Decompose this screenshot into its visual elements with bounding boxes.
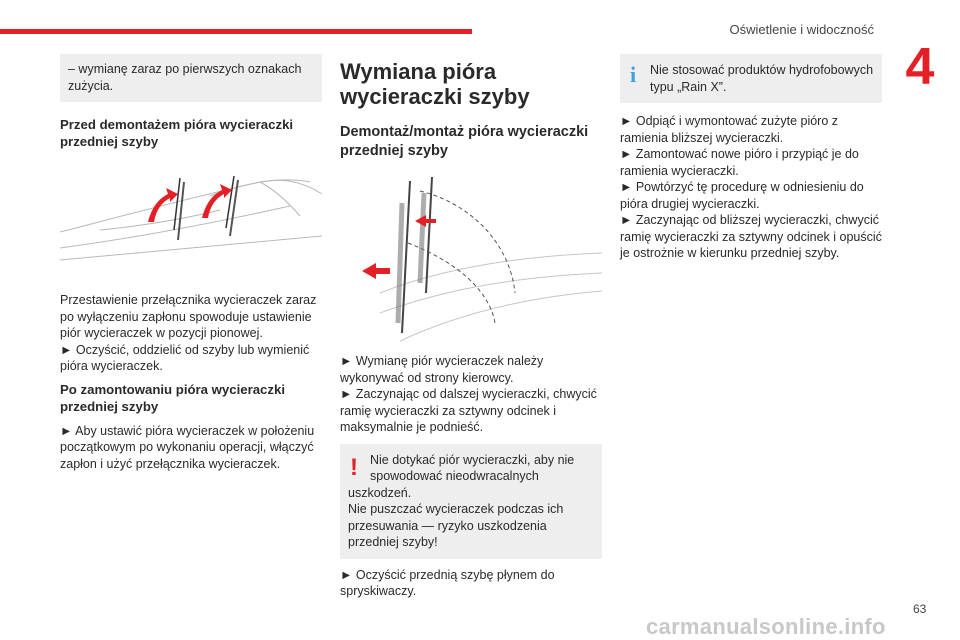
warning-line-3: uszkodzeń. xyxy=(348,485,412,500)
section-heading: Wymiana pióra wycieraczki szyby xyxy=(340,59,530,109)
wiper-blade-removal-illustration xyxy=(340,173,602,343)
column-left xyxy=(60,54,322,472)
warning-line-4: Nie puszczać wycieraczek podczas ich przesuwania — ryzyko uszkodzenia przedniej szyby! xyxy=(348,502,564,549)
wipers-upright-illustration xyxy=(60,160,322,278)
warning-exclamation-icon: ! xyxy=(350,453,358,481)
column-middle xyxy=(340,54,602,600)
chapter-number: 4 xyxy=(905,38,935,96)
step-unclip-old-blade: ► Odpiąć i wymontować zużyte pióro z ramienia bliższej wycieraczki. xyxy=(620,114,839,145)
warning-line-1: Nie dotykać piór wycieraczki, aby nie xyxy=(370,452,575,467)
subsection-heading: Demontaż/montaż pióra wycieraczki przedniej szyby xyxy=(340,124,589,159)
step-driver-side: ► Wymianę piór wycieraczek należy wykonywać od strony kierowcy. xyxy=(340,354,544,385)
info-icon: i xyxy=(630,62,637,87)
before-removal-text: Przestawienie przełącznika wycieraczek zaraz po wyłączeniu zapłonu spowoduje ustawienie piór wycieraczek w pozycji pionowej. xyxy=(60,293,317,340)
step-lower-wiper: ► Zaczynając od bliższej wycieraczki, chwycić ramię wycieraczki za sztywny odcinek i opuścić je ostrożnie w kierunku przedniej szyby. xyxy=(620,213,882,260)
before-removal-heading: Przed demontażem pióra wycieraczki przedniej szyby xyxy=(60,117,294,149)
note-box xyxy=(60,54,322,102)
note-text: – wymianę zaraz po pierwszych oznakach zużycia. xyxy=(68,62,302,93)
step-clean-windscreen: ► Oczyścić przednią szybę płynem do spryskiwaczy. xyxy=(340,567,555,598)
warning-box xyxy=(340,444,602,559)
info-text: Nie stosować produktów hydrofobowych typu „Rain X”. xyxy=(650,63,874,94)
before-removal-step: ► Oczyścić, oddzielić od szyby lub wymienić pióra wycieraczek. xyxy=(60,342,310,373)
step-fit-new-blade: ► Zamontować nowe pióro i przypiąć je do ramienia wycieraczki. xyxy=(620,147,859,178)
step-lift-far-wiper: ► Zaczynając od dalszej wycieraczki, chwycić ramię wycieraczki za sztywny odcinek i maksymalnie je podnieść. xyxy=(340,387,597,434)
page-number: 63 xyxy=(913,602,927,616)
info-box xyxy=(620,54,882,103)
after-install-heading: Po zamontowaniu pióra wycieraczki przedniej szyby xyxy=(60,381,285,414)
watermark: carmanualsonline.info xyxy=(646,614,886,639)
after-install-step: ► Aby ustawić pióra wycieraczek w położeniu początkowym po wykonaniu operacji, włączyć zapłon i użyć przełącznika wycieraczek. xyxy=(60,423,315,471)
chapter-color-bar xyxy=(0,29,472,34)
step-repeat-procedure: ► Powtórzyć tę procedurę w odniesieniu do pióra drugiej wycieraczki. xyxy=(620,180,864,211)
column-right xyxy=(620,54,882,262)
warning-line-2: spowodować nieodwracalnych xyxy=(370,469,539,483)
section-title: Oświetlenie i widoczność xyxy=(729,22,874,37)
